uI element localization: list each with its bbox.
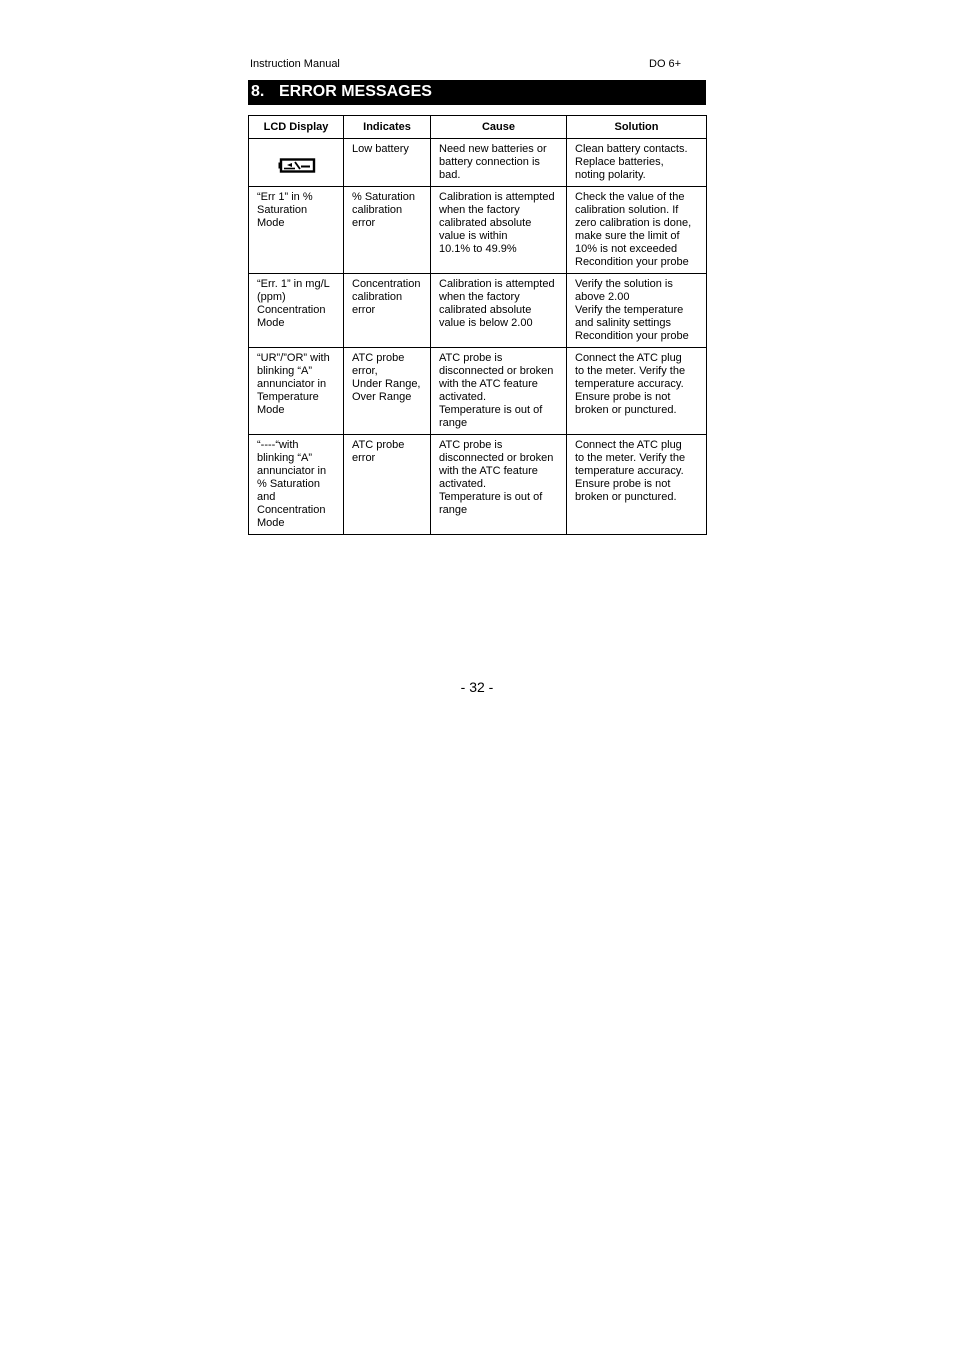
error-messages-table [248,115,707,535]
cause-cell: ATC probe is disconnected or broken with the ATC feature activated. Temperature is out of range [431,435,567,535]
cause-cell: Calibration is attempted when the factory calibrated absolute value is within 10.1% to 49.9% [431,187,567,274]
lcd-display-cell: “Err. 1” in mg/L (ppm) Concentration Mode [249,274,344,348]
solution-cell: Connect the ATC plug to the meter. Verify the temperature accuracy. Ensure probe is not broken or punctured. [567,435,707,535]
solution-cell: Verify the solution is above 2.00 Verify the temperature and salinity settings Recondition your probe [567,274,707,348]
lcd-display-cell [249,139,344,187]
cause-cell: Calibration is attempted when the factory calibrated absolute value is below 2.00 [431,274,567,348]
table-row [249,348,707,435]
section-title-bar [248,80,706,105]
table-row [249,435,707,535]
table-header-row [249,116,707,139]
header-right: DO 6+ [649,58,682,70]
column-header: Solution [567,116,707,139]
section-number: 8. [251,83,265,100]
indicates-cell: Concentration calibration error [344,274,431,348]
lcd-display-cell: “----“with blinking “A” annunciator in % Saturation and Concentration Mode [249,435,344,535]
section-title: ERROR MESSAGES [279,83,432,100]
indicates-cell: % Saturation calibration error [344,187,431,274]
solution-cell: Check the value of the calibration solution. If zero calibration is done, make sure the limit of 10% is not exceeded Recondition your probe [567,187,707,274]
page-number: - 32 - [460,679,494,695]
table-row [249,274,707,348]
low-battery-icon [278,158,316,173]
table-row [249,139,707,187]
solution-cell: Connect the ATC plug to the meter. Verify the temperature accuracy. Ensure probe is not broken or punctured. [567,348,707,435]
indicates-cell: Low battery [344,139,431,187]
column-header: LCD Display [249,116,344,139]
indicates-cell: ATC probe error, Under Range, Over Range [344,348,431,435]
column-header: Cause [431,116,567,139]
table-row [249,187,707,274]
solution-cell: Clean battery contacts. Replace batteries, noting polarity. [567,139,707,187]
column-header: Indicates [344,116,431,139]
lcd-display-cell: “Err 1” in % Saturation Mode [249,187,344,274]
header-left: Instruction Manual [250,58,340,70]
cause-cell: ATC probe is disconnected or broken with the ATC feature activated. Temperature is out of range [431,348,567,435]
lcd-display-cell: “UR”/”OR” with blinking “A” annunciator in Temperature Mode [249,348,344,435]
cause-cell: Need new batteries or battery connection is bad. [431,139,567,187]
indicates-cell: ATC probe error [344,435,431,535]
